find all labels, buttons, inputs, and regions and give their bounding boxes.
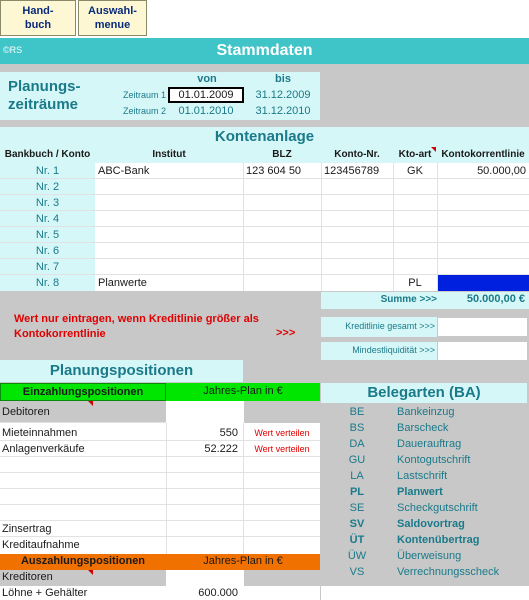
belegart-item: [321, 420, 527, 436]
konto-nr: Nr. 5: [35, 229, 60, 241]
belegart-name: Überweisung: [397, 550, 462, 562]
header-institut: Institut: [152, 149, 186, 160]
zeitraum-2-label: Zeitraum 2: [122, 106, 166, 116]
konten-title-bar: [0, 127, 529, 147]
belegart-name: Barscheck: [397, 422, 449, 434]
konto-nummer[interactable]: 123456789: [324, 165, 380, 177]
kreditlinie-input[interactable]: [438, 318, 527, 336]
belegart-code: ÜW: [347, 550, 367, 562]
belegart-item: [321, 484, 527, 500]
title-bar: [0, 38, 529, 64]
konto-row: [0, 179, 529, 195]
konto-nr: Nr. 6: [35, 245, 60, 257]
konto-linie[interactable]: 50.000,00: [477, 165, 526, 177]
header-kontokorrentlinie: Kontokorrentlinie: [441, 149, 525, 160]
wert-verteilen-link[interactable]: Wert verteilen: [254, 428, 310, 438]
debitoren-action-cell: [244, 401, 320, 423]
konto-art[interactable]: PL: [408, 277, 422, 289]
summe-label: Summe >>>: [380, 294, 437, 305]
konten-table: [0, 163, 529, 291]
col-divider: [243, 423, 244, 554]
belegart-code: SV: [349, 518, 365, 530]
warning-arrow: >>>: [276, 327, 296, 339]
mindest-input[interactable]: [438, 342, 527, 360]
copyright-label: ©RS: [3, 45, 23, 55]
konto-row: [0, 227, 529, 243]
comment-marker: [88, 401, 93, 406]
position-label[interactable]: Kreditaufnahme: [2, 539, 80, 551]
position-value[interactable]: 550: [219, 427, 238, 439]
konto-row: [0, 163, 529, 179]
einzahlung-jahresplan-header: [166, 383, 320, 401]
konto-row: [0, 275, 529, 291]
konto-row: [0, 195, 529, 211]
planwert-linie-cell[interactable]: [438, 275, 529, 291]
zeitraum-1-bis: 31.12.2009: [255, 89, 311, 101]
planung-label: Planungs- zeiträume: [8, 78, 81, 113]
belegarten-title: Belegarten (BA): [367, 384, 481, 401]
konto-nr: Nr. 8: [35, 277, 60, 289]
belegart-code: SE: [349, 502, 365, 514]
belegart-item: [321, 452, 527, 468]
position-label[interactable]: Mieteinnahmen: [2, 427, 78, 439]
header-blz: BLZ: [272, 149, 292, 160]
belegart-item: [321, 404, 527, 420]
einzahlung-row: [0, 457, 320, 473]
belegart-item: [321, 548, 527, 564]
position-value[interactable]: 600.000: [198, 587, 238, 599]
auszahlung-row: [0, 586, 320, 600]
kreditlinie-label-cell: [321, 317, 437, 337]
belegart-name: Kontogutschrift: [397, 454, 471, 466]
einzahlung-row: [0, 441, 320, 457]
belegarten-list: [321, 404, 527, 587]
konto-nr: Nr. 2: [35, 181, 60, 193]
zeitraum-1-label: Zeitraum 1: [122, 90, 166, 100]
konto-blz[interactable]: 123 604 50: [246, 165, 302, 177]
belegart-name: Dauerauftrag: [397, 438, 462, 450]
belegart-item: [321, 516, 527, 532]
handbuch-button[interactable]: Hand- buch: [0, 0, 76, 36]
header-kto-art: Kto-art: [398, 149, 432, 160]
konto-nr: Nr. 7: [35, 261, 60, 273]
belegart-item: [321, 500, 527, 516]
belegart-name: Lastschrift: [397, 470, 448, 482]
auszahlung-jahresplan-header: [166, 554, 320, 570]
belegart-code: ÜT: [349, 534, 365, 546]
belegart-name: Kontenübertrag: [397, 534, 480, 546]
konto-row: [0, 243, 529, 259]
wert-verteilen-link[interactable]: Wert verteilen: [254, 444, 310, 454]
auszahlung-header-label: Auszahlungspositionen: [20, 555, 146, 567]
belegart-code: GU: [348, 454, 366, 466]
kreditoren-row: [0, 570, 166, 586]
belegarten-title-bar: [321, 383, 527, 403]
einzahlung-row: [0, 521, 320, 537]
einzahlung-row: [0, 489, 320, 505]
belegart-code: BE: [349, 406, 365, 418]
position-value[interactable]: 52.222: [204, 443, 238, 455]
auszahlung-header: [0, 554, 166, 570]
belegarten-footer: [321, 586, 529, 600]
konten-title: Kontenanlage: [214, 128, 315, 145]
page-title: Stammdaten: [216, 42, 313, 59]
einzahlung-header: [0, 383, 166, 401]
konto-art[interactable]: GK: [407, 165, 423, 177]
konto-institut[interactable]: ABC-Bank: [98, 165, 150, 177]
belegart-code: BS: [349, 422, 365, 434]
position-label[interactable]: Zinsertrag: [2, 523, 52, 535]
summe-value: 50.000,00 €: [466, 293, 525, 305]
belegart-item: [321, 532, 527, 548]
mindest-label-cell: [321, 342, 437, 360]
belegart-code: LA: [350, 470, 364, 482]
belegart-name: Planwert: [397, 486, 443, 498]
konto-nr: Nr. 4: [35, 213, 60, 225]
konten-header-row: [0, 147, 529, 163]
einzahlung-row: [0, 425, 320, 441]
belegart-item: [321, 436, 527, 452]
belegart-name: Scheckgutschrift: [397, 502, 478, 514]
einzahlung-table: [0, 401, 320, 554]
kreditoren-label: Kreditoren: [2, 571, 53, 583]
einzahlung-jahresplan-label: Jahres-Plan in €: [203, 385, 283, 397]
belegart-code: PL: [349, 486, 365, 498]
konto-nr: Nr. 1: [35, 165, 60, 177]
auszahlung-jahresplan-label: Jahres-Plan in €: [203, 555, 283, 567]
konto-institut[interactable]: Planwerte: [98, 277, 147, 289]
debitoren-row: [0, 401, 166, 423]
position-label[interactable]: Anlagenverkäufe: [2, 443, 85, 455]
zeitraum-1-von[interactable]: 01.01.2009: [168, 87, 244, 103]
col-divider: [166, 423, 167, 554]
col-bis-header: bis: [275, 73, 291, 85]
zeitraum-2-bis: 31.12.2010: [255, 105, 311, 117]
einzahlung-row: [0, 473, 320, 489]
belegart-code: VS: [349, 566, 365, 578]
konto-row: [0, 259, 529, 275]
einzahlung-row: [0, 505, 320, 521]
comment-marker: [88, 570, 93, 575]
summe-row: [321, 292, 529, 309]
positionen-title-bar: [0, 360, 243, 382]
einzahlung-header-label: Einzahlungspositionen: [22, 386, 144, 398]
kreditoren-value-cell[interactable]: [166, 570, 244, 586]
belegart-item: [321, 468, 527, 484]
belegart-name: Saldovortrag: [397, 518, 465, 530]
kreditlinie-label: Kreditlinie gesamt >>>: [345, 321, 435, 331]
einzahlung-row: [0, 537, 320, 553]
belegart-name: Bankeinzug: [397, 406, 455, 418]
col-von-header: von: [197, 73, 217, 85]
debitoren-label: Debitoren: [2, 406, 50, 418]
konto-row: [0, 211, 529, 227]
kreditlinie-warning: Wert nur eintragen, wenn Kreditlinie größer als Kontokorrentlinie: [14, 313, 259, 340]
belegart-code: DA: [349, 438, 365, 450]
auswahlmenue-button[interactable]: Auswahl- menue: [78, 0, 147, 36]
positionen-title: Planungspositionen: [49, 362, 194, 379]
position-label[interactable]: Löhne + Gehälter: [2, 587, 88, 599]
belegart-name: Verrechnungsscheck: [397, 566, 500, 578]
header-bankbuch: Bankbuch / Konto: [4, 149, 91, 160]
zeitraum-2-von: 01.01.2010: [178, 105, 234, 117]
comment-marker: [431, 147, 436, 152]
konto-nr: Nr. 3: [35, 197, 60, 209]
belegart-item: [321, 564, 527, 580]
header-konto-nr: Konto-Nr.: [334, 149, 380, 160]
mindest-label: Mindestliquidität >>>: [352, 345, 435, 355]
